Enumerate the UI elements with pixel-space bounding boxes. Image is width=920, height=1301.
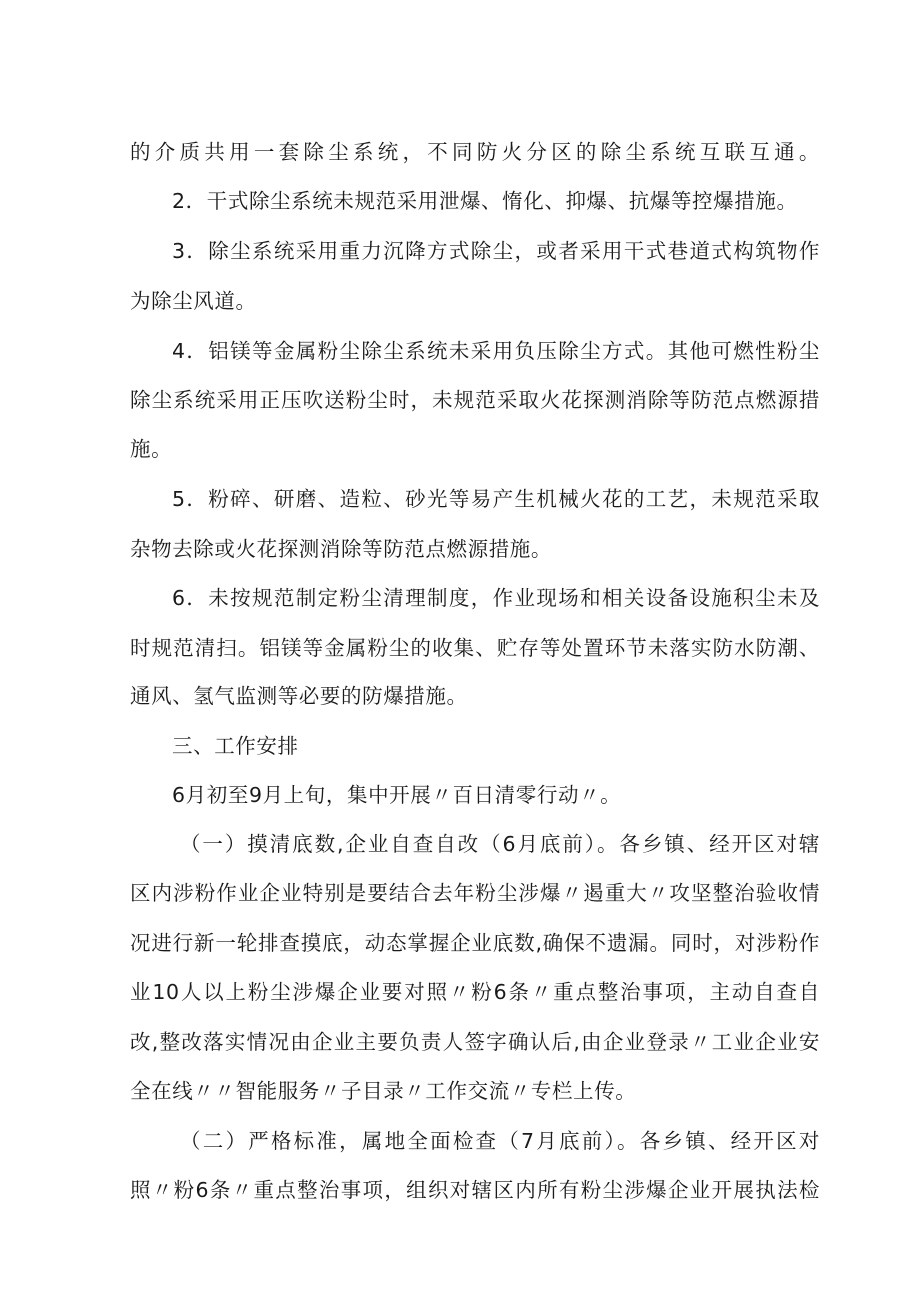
text-line: 时规范清扫。铝镁等金属粉尘的收集、贮存等处置环节未落实防水防潮、 bbox=[130, 636, 820, 660]
text-line: 况进行新一轮排查摸底，动态掌握企业底数,确保不遗漏。同时，对涉粉作 bbox=[130, 931, 820, 955]
text-line: 6月初至9月上旬，集中开展〃百日清零行动〃。 bbox=[172, 783, 622, 807]
text-line: 的介质共用一套除尘系统，不同防火分区的除尘系统互联互通。 bbox=[130, 140, 820, 164]
text-line: 4．铝镁等金属粉尘除尘系统未采用负压除尘方式。其他可燃性粉尘 bbox=[172, 339, 820, 363]
text-line: 施。 bbox=[130, 437, 173, 461]
text-line: 除尘系统采用正压吹送粉尘时，未规范采取火花探测消除等防范点燃源措 bbox=[130, 388, 820, 412]
text-line: 通风、氢气监测等必要的防爆措施。 bbox=[130, 684, 468, 708]
text-line: 改,整改落实情况由企业主要负责人签字确认后,由企业登录〃工业企业安 bbox=[130, 1030, 820, 1054]
text-line: 杂物去除或火花探测消除等防范点燃源措施。 bbox=[130, 537, 552, 561]
subsection-heading: （一）摸清底数,企业自查自改（6月底前）。各乡镇、经开区对辖 bbox=[180, 832, 820, 856]
section-heading: 三、工作安排 bbox=[172, 734, 299, 758]
text-line: 6．未按规范制定粉尘清理制度，作业现场和相关设备设施积尘未及 bbox=[172, 586, 820, 610]
text-line: 照〃粉6条〃重点整治事项，组织对辖区内所有粉尘涉爆企业开展执法检 bbox=[130, 1178, 820, 1202]
subsection-heading: （二）严格标准，属地全面检查（7月底前）。各乡镇、经开区对 bbox=[180, 1129, 820, 1153]
text-line: 为除尘风道。 bbox=[130, 289, 257, 313]
text-line: 5．粉碎、研磨、造粒、砂光等易产生机械火花的工艺，未规范采取 bbox=[172, 487, 820, 511]
text-line: 全在线〃〃智能服务〃子目录〃工作交流〃专栏上传。 bbox=[130, 1079, 637, 1103]
text-line: 业10人以上粉尘涉爆企业要对照〃粉6条〃重点整治事项，主动自查自 bbox=[130, 980, 820, 1004]
text-line: 区内涉粉作业企业特别是要结合去年粉尘涉爆〃遏重大〃攻坚整治验收情 bbox=[130, 881, 820, 905]
text-line: 3．除尘系统采用重力沉降方式除尘，或者采用干式巷道式构筑物作 bbox=[172, 239, 820, 263]
text-line: 2．干式除尘系统未规范采用泄爆、惰化、抑爆、抗爆等控爆措施。 bbox=[172, 189, 798, 213]
